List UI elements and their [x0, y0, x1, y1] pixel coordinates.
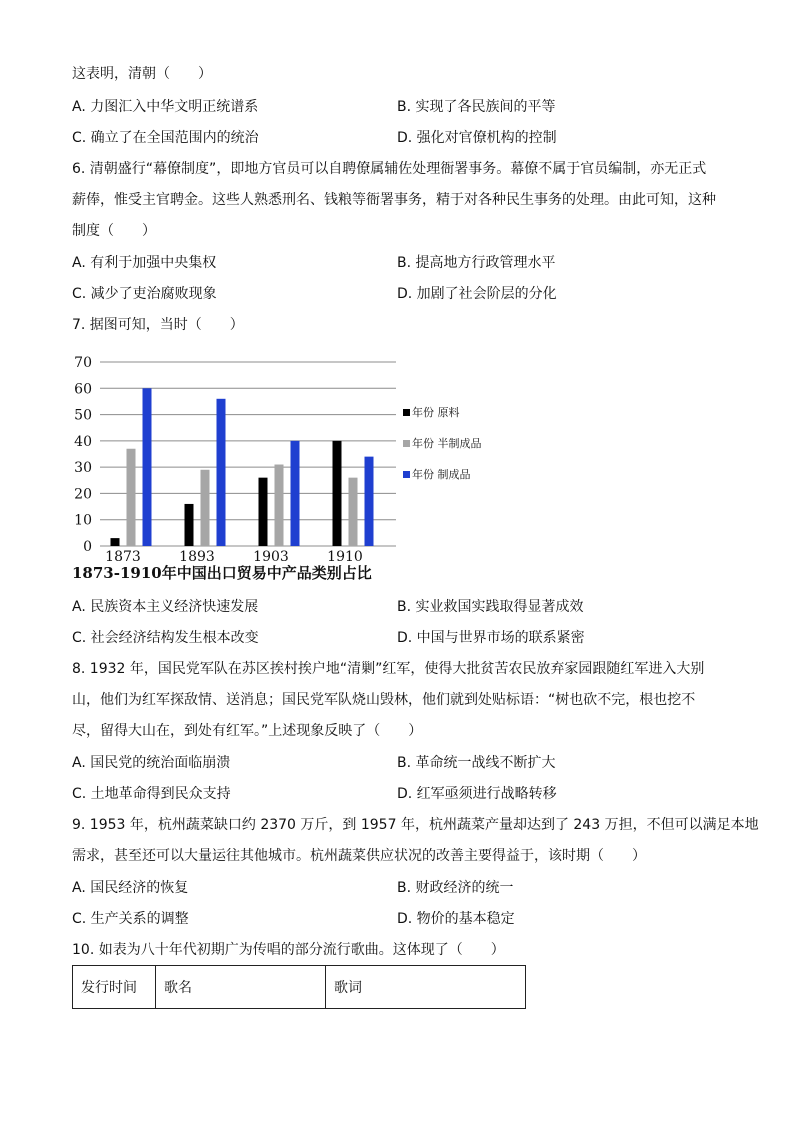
- q10-stem: 10. 如表为八十年代初期广为传唱的部分流行歌曲。这体现了（ ）: [72, 942, 505, 958]
- legend-label: 年份 原料: [412, 406, 460, 419]
- table-header-release-time: 发行时间: [73, 966, 156, 1009]
- songs-table: [72, 965, 526, 1009]
- legend-swatch: [403, 471, 410, 478]
- q5-option-a[interactable]: A. 力图汇入中华文明正统谱系: [72, 99, 259, 115]
- x-tick-label: 1873: [105, 549, 141, 565]
- export-bar-chart-svg: [60, 350, 500, 590]
- q9-stem-line-1: 9. 1953 年，杭州蔬菜缺口约 2370 万斤，到 1957 年，杭州蔬菜产量却达到了 243 万担，不但可以满足本地: [72, 817, 759, 833]
- bar: [349, 478, 358, 546]
- bar: [333, 441, 342, 546]
- q5-option-d[interactable]: D. 强化对官僚机构的控制: [397, 130, 557, 146]
- y-tick-label: 70: [74, 355, 92, 371]
- bar: [127, 449, 136, 546]
- q9-option-a[interactable]: A. 国民经济的恢复: [72, 880, 189, 896]
- q8-stem-line-3: 尽，留得大山在，到处有红军。”上述现象反映了（ ）: [72, 723, 423, 739]
- q9-option-d[interactable]: D. 物价的基本稳定: [397, 911, 515, 927]
- q8-option-d[interactable]: D. 红军亟须进行战略转移: [397, 786, 557, 802]
- q6-option-c[interactable]: C. 减少了吏治腐败现象: [72, 286, 217, 302]
- bar: [365, 457, 374, 546]
- q6-option-b[interactable]: B. 提高地方行政管理水平: [397, 255, 556, 271]
- x-tick-label: 1903: [253, 549, 289, 565]
- y-tick-label: 60: [74, 381, 92, 398]
- q7-stem: 7. 据图可知，当时（ ）: [72, 317, 244, 333]
- y-tick-label: 0: [83, 539, 92, 555]
- q6-stem-line-2: 薪俸，惟受主官聘金。这些人熟悉刑名、钱粮等衙署事务，精于对各种民生事务的处理。由此可知，这种: [72, 192, 716, 208]
- q9-option-b[interactable]: B. 财政经济的统一: [397, 880, 514, 896]
- q8-option-a[interactable]: A. 国民党的统治面临崩溃: [72, 755, 231, 771]
- bar: [291, 441, 300, 546]
- y-tick-label: 20: [74, 486, 92, 503]
- table-header-row: [73, 966, 526, 1009]
- q7-option-a[interactable]: A. 民族资本主义经济快速发展: [72, 599, 259, 615]
- legend-label: 年份 半制成品: [412, 437, 482, 450]
- q7-option-b[interactable]: B. 实业救国实践取得显著成效: [397, 599, 584, 615]
- legend-swatch: [403, 440, 410, 447]
- q6-stem-line-3: 制度（ ）: [72, 223, 156, 239]
- bar: [259, 478, 268, 546]
- q8-stem-line-2: 山，他们为红军探敌情、送消息；国民党军队烧山毁林，他们就到处贴标语：“树也砍不完，根也挖不: [72, 692, 696, 708]
- bar: [275, 465, 284, 546]
- q9-stem-line-2: 需求，甚至还可以大量运往其他城市。杭州蔬菜供应状况的改善主要得益于，该时期（ ）: [72, 848, 646, 864]
- q8-option-b[interactable]: B. 革命统一战线不断扩大: [397, 755, 556, 771]
- q5-option-c[interactable]: C. 确立了在全国范围内的统治: [72, 130, 259, 146]
- q6-option-d[interactable]: D. 加剧了社会阶层的分化: [397, 286, 557, 302]
- bar: [217, 399, 226, 546]
- x-tick-label: 1910: [327, 549, 363, 565]
- legend-swatch: [403, 409, 410, 416]
- y-tick-label: 40: [74, 433, 92, 450]
- q7-option-c[interactable]: C. 社会经济结构发生根本改变: [72, 630, 259, 646]
- y-tick-label: 10: [74, 512, 92, 529]
- q8-stem-line-1: 8. 1932 年，国民党军队在苏区挨村挨户地“清剿”红军，使得大批贫苦农民放弃家园跟随红军进入大别: [72, 661, 705, 677]
- bar: [111, 538, 120, 546]
- chart-title: 1873-1910年中国出口贸易中产品类别占比: [72, 564, 372, 582]
- q5-stem-tail: 这表明，清朝（ ）: [72, 66, 212, 82]
- bar: [143, 388, 152, 546]
- export-chart: [60, 350, 500, 590]
- table-header-lyrics: 歌词: [326, 966, 526, 1009]
- legend-label: 年份 制成品: [412, 468, 471, 481]
- table-header-song-name: 歌名: [156, 966, 326, 1009]
- bar: [185, 504, 194, 546]
- bar: [201, 470, 210, 546]
- q5-option-b[interactable]: B. 实现了各民族间的平等: [397, 99, 556, 115]
- q6-stem-line-1: 6. 清朝盛行“幕僚制度”，即地方官员可以自聘僚属辅佐处理衙署事务。幕僚不属于官员编制，亦无正式: [72, 161, 707, 177]
- x-tick-label: 1893: [179, 549, 215, 565]
- y-tick-label: 30: [74, 460, 92, 477]
- q6-option-a[interactable]: A. 有利于加强中央集权: [72, 255, 217, 271]
- q8-option-c[interactable]: C. 土地革命得到民众支持: [72, 786, 231, 802]
- q7-option-d[interactable]: D. 中国与世界市场的联系紧密: [397, 630, 585, 646]
- y-tick-label: 50: [74, 407, 92, 424]
- q9-option-c[interactable]: C. 生产关系的调整: [72, 911, 189, 927]
